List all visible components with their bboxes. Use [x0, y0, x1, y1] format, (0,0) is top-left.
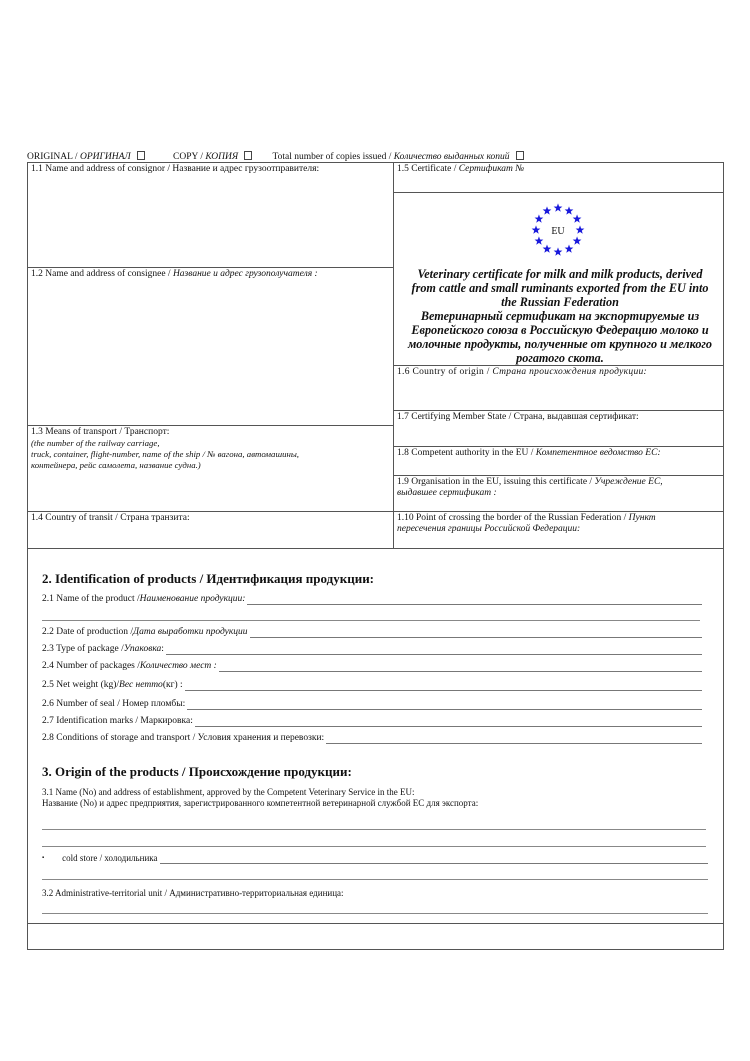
star-icon — [535, 236, 544, 244]
total-copies-label-ru: Количество выданных копий — [393, 152, 510, 162]
organisation-label-ru: выдавшее сертификат : — [397, 488, 497, 498]
certificate-label-ru: Сертификат № — [458, 164, 525, 174]
establishment-label: 3.1 Name (No) and address of establishment, approved by the Competent Veterinary Service in the EU: — [42, 787, 415, 797]
product-field-row[interactable] — [42, 733, 702, 744]
product-field-label: Вес нетто — [119, 680, 163, 690]
product-field-row[interactable] — [42, 644, 702, 655]
border-point-label: 1.10 Point of crossing the border of the Russian Federation / — [397, 513, 629, 523]
star-icon — [543, 244, 552, 252]
divider — [393, 511, 724, 512]
product-field-label: (кг) : — [162, 680, 183, 690]
product-field-label: : — [161, 644, 164, 654]
copy-label: COPY / — [173, 152, 206, 162]
establishment-label-ru: Название (No) и адрес предприятия, зарегистрированного компетентной ветеринарной службой ЕС для экспорта: — [42, 798, 479, 808]
product-field-label: Наименование продукции: — [139, 594, 246, 604]
star-icon — [554, 247, 563, 255]
field-1-9-organisation[interactable] — [397, 477, 663, 499]
product-field-label: Упаковка — [123, 644, 162, 654]
copy-checkbox[interactable] — [244, 151, 252, 160]
product-field-label: 2.8 Conditions of storage and transport / Условия хранения и перевозки: — [42, 733, 325, 743]
transport-note: контейнера, рейс самолета, название судна.) — [31, 460, 201, 470]
consignee-label-ru: Название и адрес грузополучателя : — [172, 269, 318, 279]
product-field-line[interactable] — [187, 700, 702, 710]
transport-note: truck, container, flight-number, name of the ship / № вагона, автомашины, — [31, 449, 300, 459]
field-3-1-label — [42, 787, 478, 809]
bullet-icon: ▪ — [42, 855, 45, 861]
product-field-line[interactable] — [195, 717, 702, 727]
product-field-row[interactable] — [42, 661, 702, 672]
product-field-label: Количество мест : — [139, 661, 217, 671]
field-1-7-member-state[interactable] — [397, 412, 639, 423]
consignor-label: 1.1 Name and address of consignor / Название и адрес грузоотправителя: — [31, 164, 320, 174]
blank-line[interactable] — [42, 620, 700, 621]
product-field-label: 2.1 Name of the product / — [42, 594, 140, 604]
title-en-line: Veterinary certificate for milk and milk products, derived — [417, 267, 703, 281]
cold-store-label: cold store / холодильника — [62, 853, 158, 863]
establishment-line[interactable] — [42, 829, 706, 830]
field-1-4-transit[interactable] — [31, 513, 190, 524]
star-icon — [573, 236, 582, 244]
product-field-line[interactable] — [250, 628, 702, 638]
section-3-heading: 3. Origin of the products / Происхождение продукции: — [42, 764, 352, 779]
original-label-ru: ОРИГИНАЛ — [79, 152, 131, 162]
total-copies-box[interactable] — [516, 151, 524, 160]
copy-label-ru: КОПИЯ — [205, 152, 239, 162]
title-ru-line: молочные продукты, полученные от крупного и мелкого — [407, 337, 713, 351]
divider — [27, 267, 393, 268]
title-ru-line: рогатого скота. — [516, 351, 604, 365]
star-icon — [576, 225, 585, 233]
admin-unit-label: 3.2 Administrative-territorial unit / Административно-территориальная единица: — [42, 888, 344, 898]
title-ru-line: Ветеринарный сертификат на экспортируемые из — [420, 309, 700, 323]
origin-label-ru: Страна происхождения продукции: — [492, 367, 648, 377]
product-field-label: 2.5 Net weight (kg)/ — [42, 680, 120, 690]
section-divider — [27, 548, 724, 549]
original-checkbox[interactable] — [137, 151, 145, 160]
star-icon — [554, 203, 563, 211]
total-copies-label: Total number of copies issued / — [272, 152, 394, 162]
admin-unit-line[interactable] — [42, 913, 708, 914]
field-1-8-authority[interactable] — [397, 448, 661, 459]
divider — [393, 475, 724, 476]
title-en-line: the Russian Federation — [501, 295, 619, 309]
establishment-line[interactable] — [42, 846, 706, 847]
field-1-6-origin[interactable] — [397, 367, 647, 378]
section-divider — [27, 923, 724, 924]
authority-label: 1.8 Competent authority in the EU / — [397, 448, 536, 458]
copy-type-line — [27, 151, 530, 162]
transit-label: 1.4 Country of transit / Страна транзита: — [31, 513, 190, 523]
product-field-row[interactable] — [42, 680, 702, 691]
field-1-1-consignor[interactable] — [31, 164, 319, 175]
divider — [27, 425, 393, 426]
title-ru-line: Европейского союза в Российскую Федерацию молоко и — [411, 323, 709, 337]
divider — [393, 192, 724, 193]
border-point-label-ru: Пункт — [628, 513, 656, 523]
divider — [393, 365, 724, 366]
star-icon — [532, 225, 541, 233]
transport-note: (the number of the railway carriage, — [31, 438, 160, 448]
consignee-label: 1.2 Name and address of consignee / — [31, 269, 173, 279]
border-point-label-ru: пересечения границы Российской Федерации: — [397, 524, 581, 534]
star-icon — [543, 206, 552, 214]
transport-label: 1.3 Means of transport / Транспорт: — [31, 427, 170, 437]
field-1-3-transport[interactable] — [31, 427, 299, 471]
divider — [27, 511, 393, 512]
product-field-line[interactable] — [166, 645, 702, 655]
star-icon — [535, 214, 544, 222]
authority-label-ru: Компетентное ведомство ЕС: — [535, 448, 661, 458]
organisation-label-ru: Учреждение ЕС, — [594, 477, 663, 487]
product-field-row[interactable] — [42, 716, 702, 727]
certificate-label: 1.5 Certificate / — [397, 164, 459, 174]
field-1-2-consignee[interactable] — [31, 269, 318, 280]
certificate-title — [396, 267, 724, 365]
star-icon — [565, 244, 574, 252]
cold-store-line[interactable] — [42, 879, 708, 880]
product-field-line[interactable] — [219, 662, 702, 672]
eu-flag-logo — [526, 198, 590, 262]
product-field-line[interactable] — [185, 681, 702, 691]
product-field-label: 2.7 Identification marks / Маркировка: — [42, 716, 193, 726]
product-field-label: 2.3 Type of package / — [42, 644, 124, 654]
product-field-label: 2.2 Date of production / — [42, 627, 134, 637]
field-1-10-border-point[interactable] — [397, 513, 656, 535]
original-label: ORIGINAL / — [27, 152, 80, 162]
origin-label: 1.6 Country of origin / — [397, 367, 493, 377]
product-field-label: 2.4 Number of packages / — [42, 661, 140, 671]
organisation-label: 1.9 Organisation in the EU, issuing this certificate / — [397, 477, 595, 487]
product-field-label: Дата выработки продукции — [133, 627, 248, 637]
section-2-heading: 2. Identification of products / Идентификация продукции: — [42, 571, 375, 586]
divider — [393, 410, 724, 411]
divider — [393, 446, 724, 447]
product-field-line[interactable] — [247, 595, 702, 605]
eu-logo-text: EU — [551, 226, 565, 237]
product-field-row[interactable] — [42, 594, 702, 605]
cold-store-row[interactable] — [42, 853, 708, 864]
star-icon — [565, 206, 574, 214]
column-divider — [393, 162, 394, 548]
field-1-5-certificate[interactable] — [397, 164, 524, 175]
product-field-row[interactable] — [42, 699, 702, 710]
product-field-label: 2.6 Number of seal / Номер пломбы: — [42, 699, 186, 709]
product-field-row[interactable] — [42, 627, 702, 638]
cold-store-line[interactable] — [160, 854, 708, 864]
title-en-line: from cattle and small ruminants exported from the EU into — [411, 281, 709, 295]
product-field-line[interactable] — [326, 734, 702, 744]
member-state-label: 1.7 Certifying Member State / Страна, выдавшая сертификат: — [397, 412, 639, 422]
star-icon — [573, 214, 582, 222]
